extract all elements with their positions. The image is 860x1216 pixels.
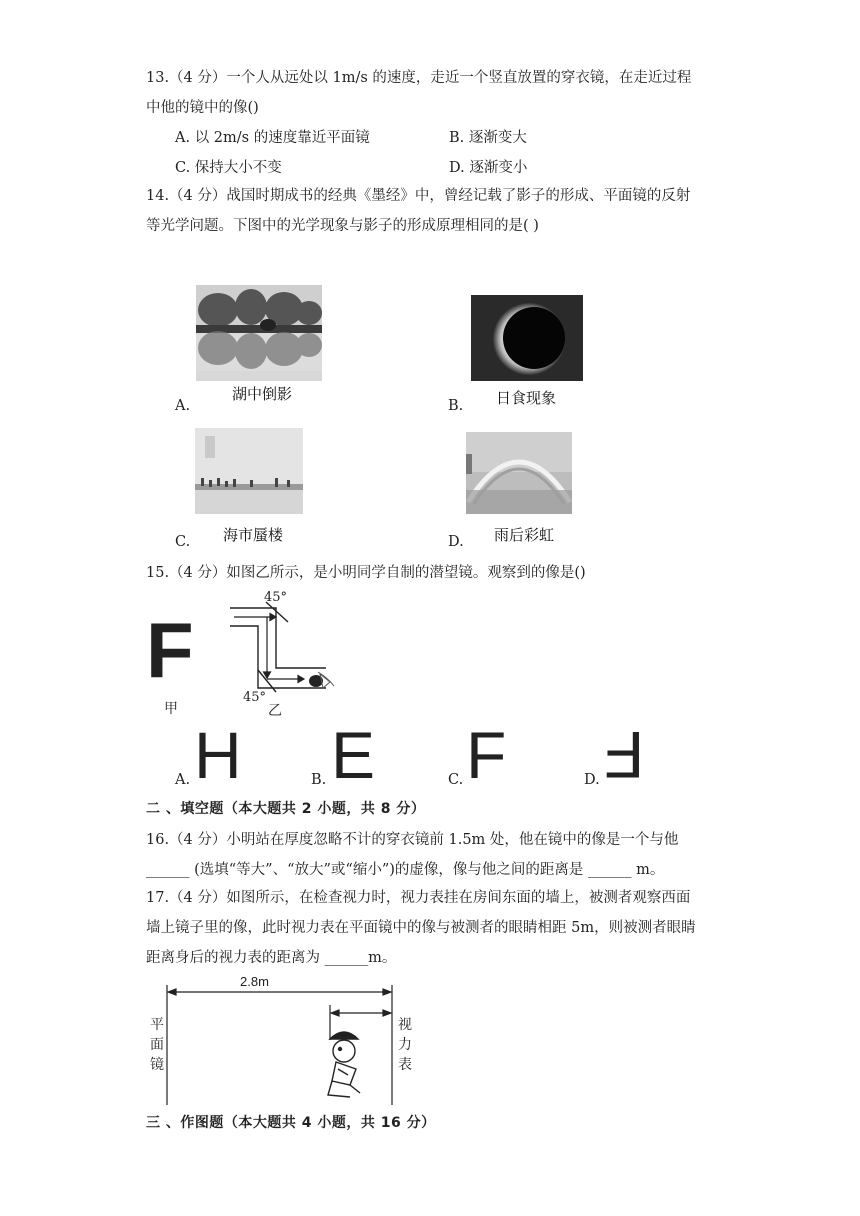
- q13-line1: 13.（4 分）一个人从远处以 1m/s 的速度，走近一个竖直放置的穿衣镜，在走近过程: [146, 70, 692, 86]
- eye-chart-label-char-2: 力: [398, 1037, 412, 1053]
- q15-option-a: A.: [175, 772, 191, 788]
- section-3-heading: 三 、作图题（本大题共 4 小题，共 16 分）: [146, 1115, 436, 1131]
- q15-letter-b: E: [331, 718, 376, 792]
- mirror-label-char-1: 平: [150, 1017, 164, 1033]
- q15-letter-d: F: [604, 718, 645, 792]
- q17-line2: 墙上镜子里的像，此时视力表在平面镜中的像与被测者的眼睛相距 5m，则被测者眼睛: [146, 920, 696, 936]
- figure-yi-label: 乙: [268, 703, 282, 719]
- eye-chart-label-char-1: 视: [398, 1017, 412, 1033]
- angle-top-label: 45°: [264, 590, 288, 605]
- q13-option-d: D. 逐渐变小: [449, 160, 528, 176]
- caption-mirage: 海市蜃楼: [223, 526, 284, 544]
- caption-solar-eclipse: 日食现象: [496, 389, 557, 407]
- q14-line1: 14.（4 分）战国时期成书的经典《墨经》中，曾经记载了影子的形成、平面镜的反射: [146, 188, 691, 204]
- q13-line2: 中他的镜中的像(): [146, 100, 259, 116]
- q15-letter-a: H: [194, 718, 242, 792]
- figure-jia-letter: F: [146, 606, 194, 694]
- caption-rainbow: 雨后彩虹: [494, 526, 555, 544]
- distance-label: 2.8m: [240, 974, 269, 989]
- rainbow-image: [466, 432, 572, 514]
- mirror-label: [148, 1015, 166, 1075]
- q15-line1: 15.（4 分）如图乙所示，是小明同学自制的潜望镜。观察到的像是(): [146, 565, 586, 581]
- q16-line1: 16.（4 分）小明站在厚度忽略不计的穿衣镜前 1.5m 处，他在镜中的像是一个与他: [146, 832, 679, 848]
- section-2-heading: 二 、填空题（本大题共 2 小题，共 8 分）: [146, 801, 426, 817]
- mirage-image: [195, 428, 303, 514]
- q17-line3: 距离身后的视力表的距离为 ______m。: [146, 950, 397, 966]
- q15-letter-c: F: [466, 718, 507, 792]
- q14-option-a: A.: [175, 398, 191, 414]
- mirror-label-char-2: 面: [150, 1037, 164, 1053]
- periscope-diagram: [226, 598, 338, 700]
- q14-option-d: D.: [448, 534, 464, 550]
- eye-test-diagram: [160, 985, 400, 1105]
- eye-chart-label: [396, 1015, 414, 1075]
- figure-jia-label: 甲: [164, 701, 178, 717]
- lake-reflection-image: [196, 285, 322, 381]
- q15-option-b: B.: [311, 772, 327, 788]
- q14-line2: 等光学问题。下图中的光学现象与影子的形成原理相同的是( ): [146, 218, 539, 234]
- eye-chart-label-char-3: 表: [398, 1057, 412, 1073]
- q14-option-c: C.: [175, 534, 191, 550]
- q15-option-d: D.: [584, 772, 600, 788]
- q13-option-b: B. 逐渐变大: [449, 130, 527, 146]
- angle-bottom-label: 45°: [243, 690, 267, 705]
- q14-option-b: B.: [448, 398, 464, 414]
- solar-eclipse-image: [471, 295, 583, 381]
- q16-line2: ______ (选填“等大”、“放大”或“缩小”)的虚像，像与他之间的距离是 ______ m。: [146, 862, 665, 878]
- q15-option-c: C.: [448, 772, 464, 788]
- q13-option-a: A. 以 2m/s 的速度靠近平面镜: [175, 130, 370, 146]
- q17-line1: 17.（4 分）如图所示，在检查视力时，视力表挂在房间东面的墙上，被测者观察西面: [146, 890, 691, 906]
- caption-lake-reflection: 湖中倒影: [232, 385, 293, 403]
- q13-option-c: C. 保持大小不变: [175, 160, 282, 176]
- mirror-label-char-3: 镜: [150, 1057, 164, 1073]
